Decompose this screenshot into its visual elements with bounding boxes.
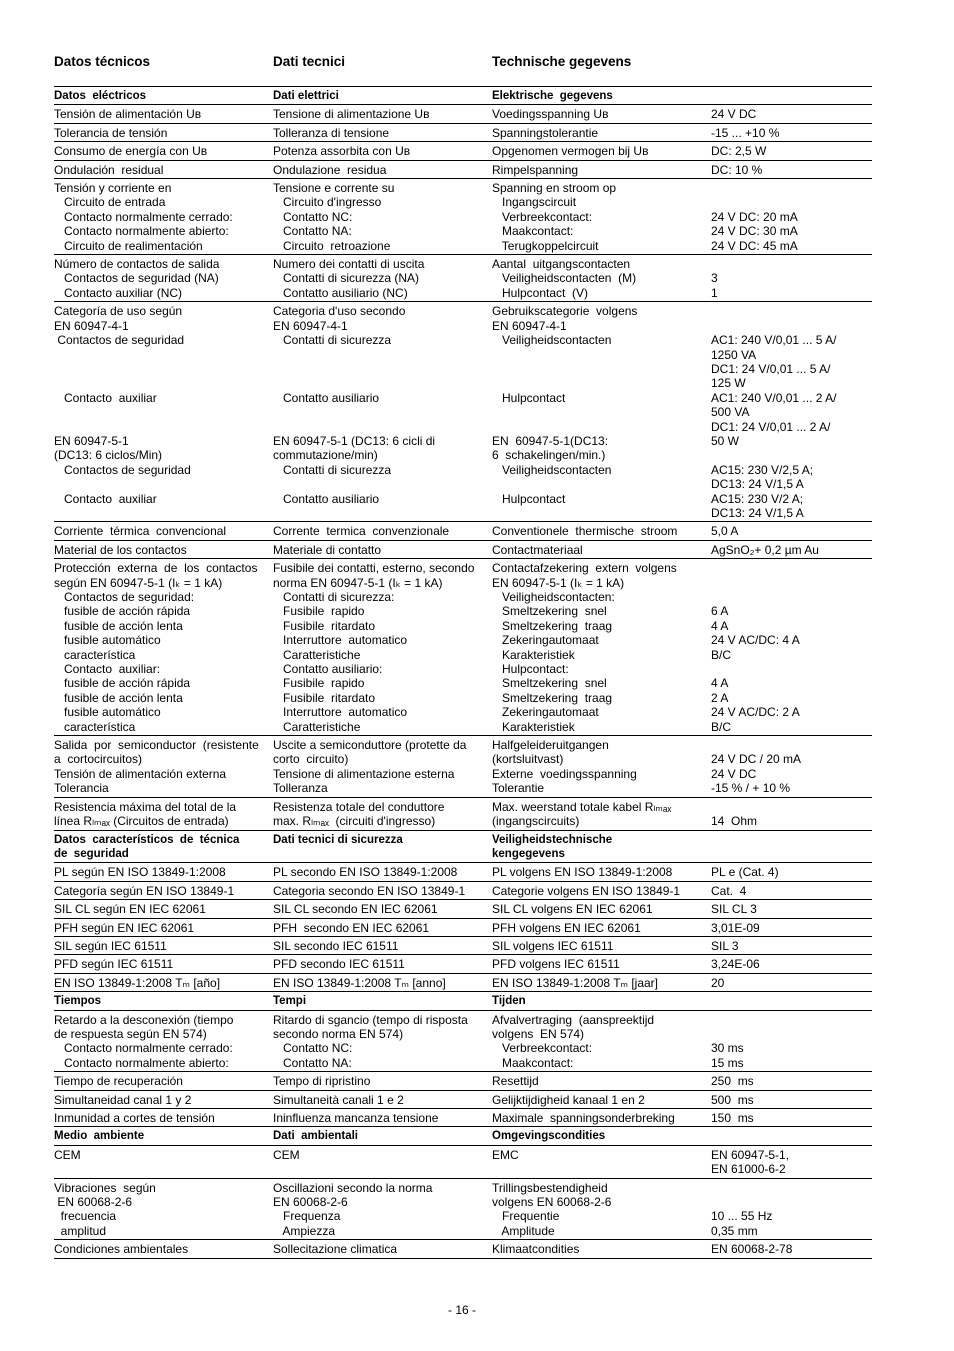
table-row	[54, 161, 872, 179]
cell-italian: Tempi	[273, 995, 307, 1008]
cell-value: DC: 10 %	[711, 162, 763, 177]
cell-value: 3 1	[711, 271, 718, 300]
cell-dutch: Spanning en stroom op Ingangscircuit Verbreekcontact: Maakcontact: Terugkoppelcircuit	[492, 181, 617, 253]
cell-dutch: EMC	[492, 1147, 519, 1162]
table-row	[54, 105, 872, 123]
cell-value: 250 ms	[711, 1074, 754, 1089]
cell-spanish: Tensión de alimentación Uʙ	[54, 107, 202, 122]
cell-value: EN 60947-5-1, EN 61000-6-2	[711, 1147, 790, 1177]
cell-italian: Ondulazione residua	[273, 162, 387, 177]
cell-italian: Corrente termica convenzionale	[273, 524, 450, 539]
cell-dutch: Elektrische gegevens	[492, 90, 613, 102]
table-row	[54, 974, 872, 992]
cell-value: 24 V DC: 20 mA 24 V DC: 30 mA 24 V DC: 45 mA	[711, 209, 798, 253]
cell-value: 3,24E-06	[711, 957, 760, 972]
cell-spanish: Protección externa de los contactos según EN 60947-5-1 (Iₖ = 1 kA) Contactos de seguridad: fusible de acción rápida fusible de acción lenta fusible automático característica Contacto auxiliar: fusible de acción rápida fusible de acción lenta fusible automático característica	[54, 561, 258, 734]
cell-italian: Sollecitazione climatica	[273, 1242, 398, 1257]
cell-value: 30 ms 15 ms	[711, 1041, 744, 1070]
cell-italian: Materiale di contatto	[273, 542, 382, 557]
cell-spanish: Categoría según EN ISO 13849-1	[54, 883, 235, 898]
cell-value: Cat. 4	[711, 883, 747, 898]
cell-value: 150 ms	[711, 1111, 754, 1125]
table-row	[54, 863, 872, 881]
cell-italian: Tensione di alimentazione Uʙ	[273, 107, 430, 122]
cell-dutch: Voedingsspanning Uʙ	[492, 107, 609, 122]
cell-spanish: Inmunidad a cortes de tensión	[54, 1111, 215, 1125]
cell-dutch: Halfgeleideruitgangen (kortsluitvast) Externe voedingsspanning Tolerantie	[492, 738, 637, 796]
cell-spanish: PFH según EN IEC 62061	[54, 920, 195, 935]
section-header-row	[54, 831, 872, 864]
cell-dutch: Tijden	[492, 995, 526, 1008]
table-row	[54, 955, 872, 973]
cell-italian: Numero dei contatti di uscita Contatti di sicurezza (NA) Contatto ausiliario (NC)	[273, 257, 425, 300]
cell-spanish: Ondulación residual	[54, 162, 164, 177]
cell-dutch: Max. weerstand totale kabel Rₗₘₐₓ (ingangscircuits)	[492, 799, 672, 829]
cell-spanish: Número de contactos de salida Contactos de seguridad (NA) Contacto auxiliar (NC)	[54, 257, 220, 300]
cell-spanish: Salida por semiconductor (resistente a cortocircuitos) Tensión de alimentación externa Tolerancia	[54, 738, 259, 796]
table-row	[54, 1179, 872, 1241]
table-row	[54, 522, 872, 540]
cell-spanish: Retardo a la desconexión (tiempo de respuesta según EN 574) Contacto normalmente cerrado: Contacto normalmente abierto:	[54, 1012, 234, 1070]
cell-value	[711, 89, 872, 103]
cell-dutch: Aantal uitgangscontacten Veiligheidscontacten (M) Hulpcontact (V)	[492, 257, 637, 300]
cell-dutch: Conventionele thermische stroom	[492, 524, 678, 539]
cell-italian: Categoria secondo EN ISO 13849-1	[273, 883, 466, 898]
cell-spanish: Datos característicos de técnica de seguridad	[54, 833, 240, 860]
cell-dutch: Rimpelspanning	[492, 162, 579, 177]
cell-spanish: CEM	[54, 1147, 81, 1162]
table-row	[54, 179, 872, 255]
table-row	[54, 1109, 872, 1127]
cell-value: 24 V DC	[711, 107, 757, 122]
table-row	[54, 1011, 872, 1073]
cell-italian: Tensione e corrente su Circuito d'ingresso Contatto NC: Contatto NA: Circuito retroazione	[273, 181, 395, 253]
table-row	[54, 1146, 872, 1179]
cell-value: 20	[711, 975, 725, 990]
table-row	[54, 1072, 872, 1090]
table-row	[54, 798, 872, 831]
cell-dutch: Opgenomen vermogen bij Uʙ	[492, 144, 649, 159]
cell-italian: Oscillazioni secondo la norma EN 60068-2-6 Frequenza Ampiezza	[273, 1180, 433, 1238]
cell-dutch: Spanningstolerantie	[492, 125, 599, 140]
cell-dutch: Categorie volgens EN ISO 13849-1	[492, 883, 681, 898]
cell-spanish: Vibraciones según EN 60068-2-6 frecuencia amplitud	[54, 1180, 156, 1238]
header-italian: Dati tecnici	[273, 54, 346, 69]
cell-italian: Potenza assorbita con Uʙ	[273, 144, 411, 159]
cell-value	[711, 994, 872, 1008]
table-row	[54, 124, 872, 142]
table-row	[54, 541, 872, 559]
cell-italian: PL secondo EN ISO 13849-1:2008	[273, 865, 458, 880]
cell-italian: EN ISO 13849-1:2008 Tₘ [anno]	[273, 975, 446, 990]
cell-dutch: Contactmateriaal	[492, 542, 583, 557]
cell-spanish: PL según EN ISO 13849-1:2008	[54, 865, 226, 880]
cell-dutch: Gebruikscategorie volgens EN 60947-4-1 Veiligheidscontacten Hulpcontact EN 60947-5-1(DC13: 6 schakelingen/min.) Veiligheidscontacten Hulpcontact	[492, 304, 638, 506]
cell-value: 500 ms	[711, 1092, 754, 1107]
cell-spanish: Tolerancia de tensión	[54, 125, 168, 140]
section-header-row	[54, 1127, 872, 1145]
cell-value: AgSnO₂+ 0,2 µm Au	[711, 542, 819, 557]
cell-italian: Resistenza totale del conduttore max. Rₗₘₐₓ (circuiti d'ingresso)	[273, 799, 445, 829]
cell-value: 10 ... 55 Hz 0,35 mm	[711, 1209, 773, 1238]
cell-value	[711, 1129, 872, 1143]
cell-value	[711, 833, 872, 862]
header-dutch: Technische gegevens	[492, 54, 632, 69]
cell-spanish: Simultaneidad canal 1 y 2	[54, 1092, 192, 1107]
cell-italian: Simultaneità canali 1 e 2	[273, 1092, 404, 1107]
section-header-row	[54, 992, 872, 1010]
header-spanish: Datos técnicos	[54, 54, 151, 69]
cell-dutch: PFH volgens EN IEC 62061	[492, 920, 641, 935]
table-row	[54, 900, 872, 918]
cell-dutch: Maximale spanningsonderbreking	[492, 1111, 675, 1125]
cell-italian: PFD secondo IEC 61511	[273, 957, 405, 972]
cell-spanish: Datos eléctricos	[54, 90, 147, 102]
cell-dutch: Gelijktijdigheid kanaal 1 en 2	[492, 1092, 645, 1107]
cell-spanish: Tiempos	[54, 995, 102, 1008]
cell-spanish: Medio ambiente	[54, 1130, 145, 1143]
cell-italian: Ininfluenza mancanza tensione	[273, 1111, 439, 1125]
cell-spanish: Tensión y corriente en Circuito de entrada Contacto normalmente cerrado: Contacto normalmente abierto: Circuito de realimentación	[54, 181, 233, 253]
cell-value: SIL 3	[711, 938, 739, 953]
cell-dutch: EN ISO 13849-1:2008 Tₘ [jaar]	[492, 975, 659, 990]
table-row	[54, 882, 872, 900]
page-number: - 16 -	[447, 1303, 476, 1317]
cell-value: AC1: 240 V/0,01 ... 5 A/ 1250 VA DC1: 24 V/0,01 ... 5 A/ 125 W AC1: 240 V/0,01 ... 2 A/ 500 VA DC1: 24 V/0,01 ... 2 A/ 50 W AC15: 230 V/2,5 A; DC13: 24 V/1,5 A AC15: 230 V/2 A; DC13: 24 V/1,5 A	[711, 333, 837, 520]
cell-dutch: SIL CL volgens EN IEC 62061	[492, 902, 653, 917]
cell-dutch: PFD volgens IEC 61511	[492, 957, 620, 972]
cell-spanish: Categoría de uso según EN 60947-4-1 Contactos de seguridad Contacto auxiliar EN 60947-5-1 (DC13: 6 ciclos/Min) Contactos de seguridad Contacto auxiliar	[54, 304, 191, 506]
cell-dutch: Contactafzekering extern volgens EN 60947-5-1 (Iₖ = 1 kA) Veiligheidscontacten: Smeltzekering snel Smeltzekering traag Zekeringautomaat Karakteristiek Hulpcontact: Smeltzekering snel Smeltzekering traag Zekeringautomaat Karakteristiek	[492, 561, 677, 734]
table-row	[54, 1091, 872, 1109]
table-row	[54, 302, 872, 522]
cell-italian: Dati ambientali	[273, 1130, 358, 1143]
cell-spanish: Resistencia máxima del total de la línea Rₗₘₐₓ (Circuitos de entrada)	[54, 799, 237, 829]
cell-italian: SIL secondo IEC 61511	[273, 938, 399, 953]
cell-value: 6 A 4 A 24 V AC/DC: 4 A B/C 4 A 2 A 24 V AC/DC: 2 A B/C	[711, 604, 800, 734]
specifications-table	[54, 86, 872, 1259]
cell-dutch: Trillingsbestendigheid volgens EN 60068-2-6 Frequentie Amplitude	[492, 1180, 612, 1238]
cell-italian: CEM	[273, 1147, 300, 1162]
cell-value: PL e (Cat. 4)	[711, 865, 779, 880]
cell-spanish: SIL CL según EN IEC 62061	[54, 902, 206, 917]
cell-italian: Tolleranza di tensione	[273, 125, 390, 140]
cell-spanish: PFD según IEC 61511	[54, 957, 174, 972]
cell-value: -15 ... +10 %	[711, 125, 780, 140]
cell-dutch: SIL volgens IEC 61511	[492, 938, 614, 953]
cell-dutch: PL volgens EN ISO 13849-1:2008	[492, 865, 673, 880]
cell-dutch: Afvalvertraging (aanspreektijd volgens EN 574) Verbreekcontact: Maakcontact:	[492, 1012, 655, 1070]
cell-italian: PFH secondo EN IEC 62061	[273, 920, 430, 935]
cell-italian: Ritardo di sgancio (tempo di risposta secondo norma EN 574) Contatto NC: Contatto NA:	[273, 1012, 468, 1070]
cell-value: DC: 2,5 W	[711, 144, 767, 159]
cell-value: SIL CL 3	[711, 902, 757, 917]
cell-value: 24 V DC / 20 mA 24 V DC -15 % / + 10 %	[711, 752, 802, 796]
table-row	[54, 255, 872, 302]
table-row	[54, 142, 872, 160]
table-row	[54, 559, 872, 736]
cell-italian: Dati elettrici	[273, 90, 339, 102]
cell-italian: Tempo di ripristino	[273, 1074, 371, 1089]
section-header-row	[54, 87, 872, 105]
cell-value: 3,01E-09	[711, 920, 760, 935]
table-row	[54, 937, 872, 955]
table-row	[54, 1240, 872, 1258]
cell-italian: Categoria d'uso secondo EN 60947-4-1 Contatti di sicurezza Contatto ausiliario EN 60947-5-1 (DC13: 6 cicli di commutazione/min) Contatti di sicurezza Contatto ausiliario	[273, 304, 436, 506]
table-row	[54, 736, 872, 798]
cell-value: 14 Ohm	[711, 814, 758, 829]
cell-dutch: Veiligheidstechnische kengegevens	[492, 833, 613, 860]
column-headers	[54, 54, 872, 70]
cell-italian: Fusibile dei contatti, esterno, secondo norma EN 60947-5-1 (Iₖ = 1 kA) Contatti di sicurezza: Fusibile rapido Fusibile ritardato Interruttore automatico Caratteristiche Contatto ausiliario: Fusibile rapido Fusibile ritardato Interruttore automatico Caratteristiche	[273, 561, 475, 734]
cell-dutch: Omgevingscondities	[492, 1130, 606, 1143]
cell-spanish: Corriente térmica convencional	[54, 524, 227, 539]
cell-dutch: Klimaatcondities	[492, 1242, 580, 1257]
cell-value: 5,0 A	[711, 524, 739, 539]
cell-italian: Dati tecnici di sicurezza	[273, 833, 403, 846]
cell-dutch: Resettijd	[492, 1074, 539, 1089]
cell-spanish: EN ISO 13849-1:2008 Tₘ [año]	[54, 975, 221, 990]
cell-spanish: Consumo de energía con Uʙ	[54, 144, 208, 159]
cell-spanish: Condiciones ambientales	[54, 1242, 189, 1257]
cell-spanish: SIL según IEC 61511	[54, 938, 167, 953]
cell-value: EN 60068-2-78	[711, 1242, 793, 1257]
cell-spanish: Material de los contactos	[54, 542, 187, 557]
cell-italian: SIL CL secondo EN IEC 62061	[273, 902, 438, 917]
table-row	[54, 919, 872, 937]
cell-italian: Uscite a semiconduttore (protette da corto circuito) Tensione di alimentazione esterna Tolleranza	[273, 738, 467, 796]
cell-spanish: Tiempo de recuperación	[54, 1074, 183, 1089]
